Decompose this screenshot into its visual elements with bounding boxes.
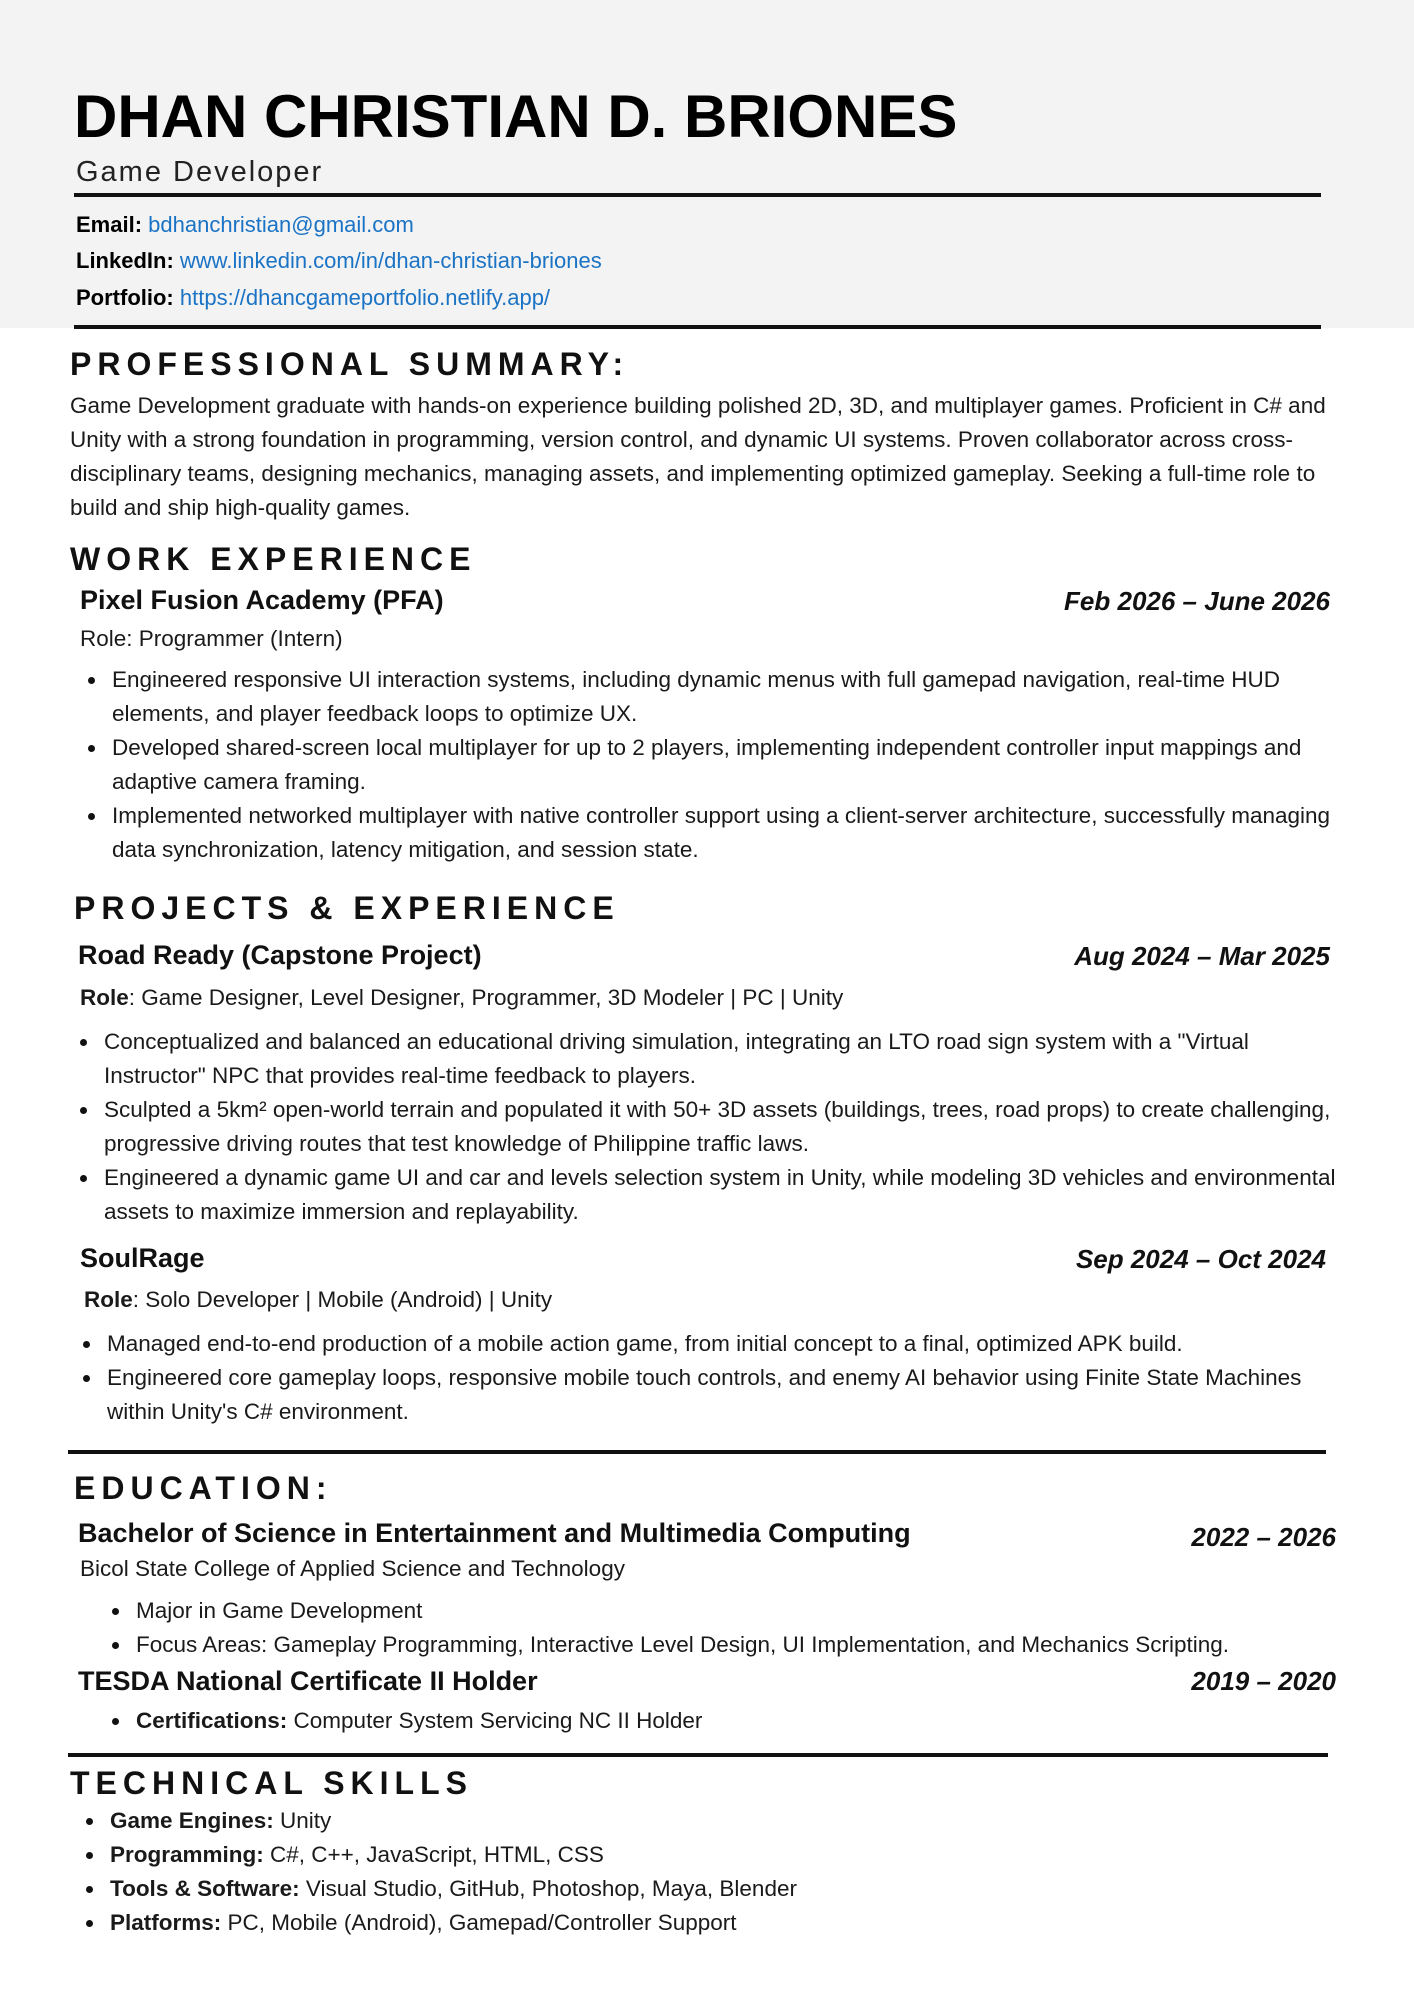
header-divider (74, 193, 1321, 197)
list-item: Implemented networked multiplayer with native controller support using a client-server architecture, successfully managing data synchronization, latency mitigation, and session state. (80, 799, 1345, 867)
skills-list (78, 1804, 1278, 1940)
linkedin-label: LinkedIn: (76, 248, 174, 273)
linkedin-link[interactable]: www.linkedin.com/in/dhan-christian-briones (179, 248, 602, 273)
job-title: Game Developer (76, 156, 324, 188)
list-item: Sculpted a 5km² open-world terrain and populated it with 50+ 3D assets (buildings, trees, road props) to create challenging, progressive driving routes that test knowledge of Philippine traffic laws. (72, 1093, 1342, 1161)
role-value: : Game Designer, Level Designer, Programmer, 3D Modeler | PC | Unity (128, 985, 844, 1010)
education-heading: EDUCATION: (74, 1470, 333, 1506)
list-item: Engineered a dynamic game UI and car and levels selection system in Unity, while modeling 3D vehicles and environmental assets to maximize immersion and replayability. (72, 1161, 1342, 1229)
candidate-name: DHAN CHRISTIAN D. BRIONES (74, 83, 958, 150)
portfolio-line (76, 285, 550, 311)
project-title-soulrage: SoulRage (80, 1243, 205, 1273)
list-item (78, 1906, 1278, 1940)
work-heading: WORK EXPERIENCE (70, 541, 477, 577)
list-item: Conceptualized and balanced an educational driving simulation, integrating an LTO road sign system with a "Virtual Instructor" NPC that provides real-time feedback to players. (72, 1025, 1342, 1093)
list-item: Focus Areas: Gameplay Programming, Interactive Level Design, UI Implementation, and Mechanics Scripting. (104, 1628, 1354, 1662)
list-item: Developed shared-screen local multiplayer for up to 2 players, implementing independent controller input mappings and adaptive camera framing. (80, 731, 1345, 799)
skill-value: C#, C++, JavaScript, HTML, CSS (263, 1842, 604, 1867)
education-divider (68, 1450, 1326, 1454)
list-item: Engineered responsive UI interaction systems, including dynamic menus with full gamepad navigation, real-time HUD elements, and player feedback loops to optimize UX. (80, 663, 1345, 731)
skill-label: Tools & Software: (110, 1876, 300, 1901)
list-item (78, 1838, 1278, 1872)
role-label: Role (84, 1287, 133, 1312)
cert-title: TESDA National Certificate II Holder (78, 1666, 538, 1696)
work-role: Role: Programmer (Intern) (80, 626, 343, 651)
soulrage-bullets (75, 1327, 1345, 1429)
skill-label: Platforms: (110, 1910, 222, 1935)
list-item: Major in Game Development (104, 1594, 1354, 1628)
projects-heading: PROJECTS & EXPERIENCE (74, 890, 620, 926)
email-line (76, 212, 414, 238)
list-item (78, 1872, 1278, 1906)
degree-title: Bachelor of Science in Entertainment and Multimedia Computing (78, 1518, 911, 1548)
portfolio-label: Portfolio: (76, 285, 174, 310)
cert-dates: 2019 – 2020 (1191, 1666, 1336, 1696)
project-role-road-ready (80, 985, 843, 1011)
cert-bullets (104, 1704, 1304, 1738)
project-dates-road-ready: Aug 2024 – Mar 2025 (1074, 941, 1330, 971)
summary-heading: PROFESSIONAL SUMMARY: (70, 346, 630, 382)
list-item: Managed end-to-end production of a mobile action game, from initial concept to a final, optimized APK build. (75, 1327, 1345, 1361)
role-label: Role (80, 985, 129, 1010)
degree-dates: 2022 – 2026 (1191, 1522, 1336, 1552)
list-item (104, 1704, 1304, 1738)
project-dates-soulrage: Sep 2024 – Oct 2024 (1075, 1244, 1326, 1274)
linkedin-line (76, 248, 602, 274)
work-company: Pixel Fusion Academy (PFA) (80, 585, 444, 615)
skills-heading: TECHNICAL SKILLS (70, 1765, 473, 1801)
list-item: Engineered core gameplay loops, responsive mobile touch controls, and enemy AI behavior using Finite State Machines within Unity's C# environment. (75, 1361, 1345, 1429)
skill-label: Programming: (110, 1842, 264, 1867)
cert-label: Certifications: (136, 1708, 288, 1733)
road-ready-bullets (72, 1025, 1342, 1229)
summary-text: Game Development graduate with hands-on experience building polished 2D, 3D, and multiplayer games. Proficient in C# and Unity with a strong foundation in programming, version control, and dynamic UI systems. Proven collaborator across cross-disciplinary teams, designing mechanics, managing assets, and implementing optimized gameplay. Seeking a full-time role to build and ship high-quality games. (70, 393, 1326, 520)
skill-value: PC, Mobile (Android), Gamepad/Controller Support (221, 1910, 737, 1935)
skill-label: Game Engines: (110, 1808, 274, 1833)
list-item (78, 1804, 1278, 1838)
education-bullets (104, 1594, 1354, 1662)
project-title-road-ready: Road Ready (Capstone Project) (78, 940, 482, 970)
project-role-soulrage (84, 1287, 552, 1313)
email-label: Email: (76, 212, 143, 237)
school-name: Bicol State College of Applied Science and Technology (80, 1556, 625, 1581)
work-bullets (80, 663, 1345, 867)
cert-value: Computer System Servicing NC II Holder (287, 1708, 703, 1733)
skill-value: Unity (273, 1808, 332, 1833)
work-dates: Feb 2026 – June 2026 (1064, 586, 1330, 616)
portfolio-link[interactable]: https://dhancgameportfolio.netlify.app/ (179, 285, 551, 310)
role-value: : Solo Developer | Mobile (Android) | Unity (132, 1287, 553, 1312)
email-link[interactable]: bdhanchristian@gmail.com (148, 212, 414, 237)
summary-divider (74, 325, 1321, 329)
skills-divider (68, 1753, 1328, 1757)
skill-value: Visual Studio, GitHub, Photoshop, Maya, Blender (299, 1876, 797, 1901)
